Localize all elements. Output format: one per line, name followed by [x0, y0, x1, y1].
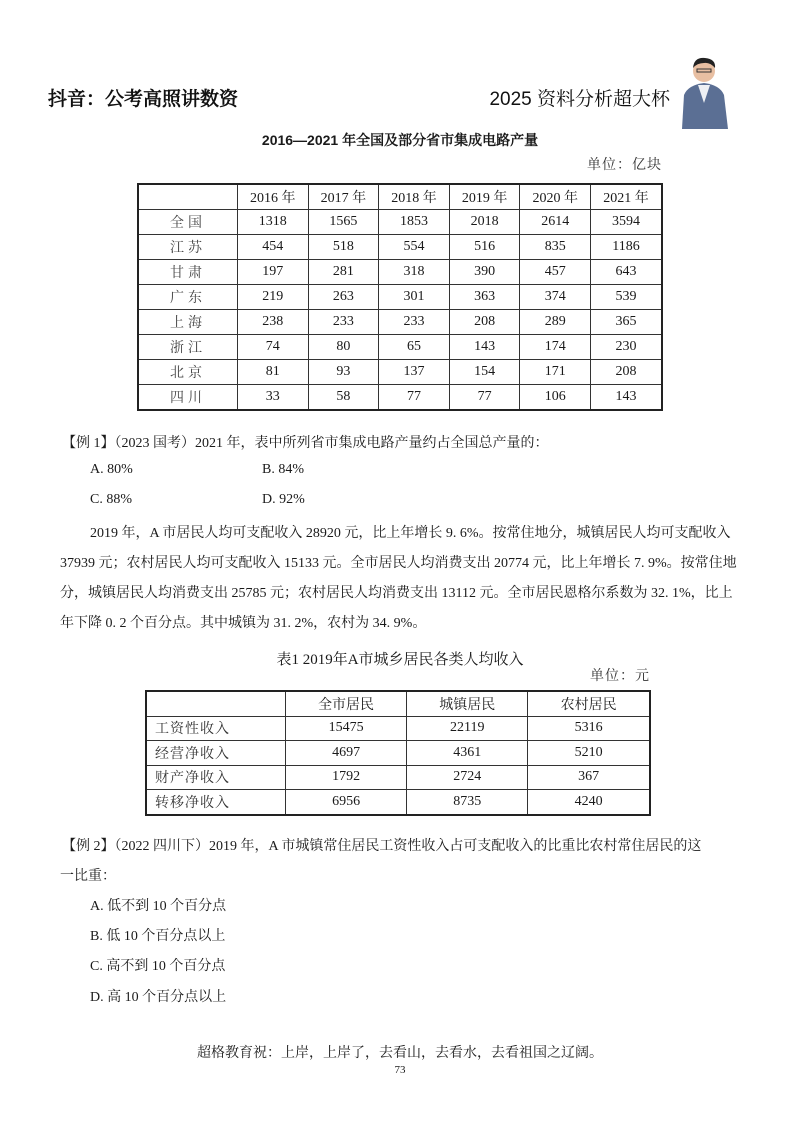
- table-cell: 289: [520, 310, 591, 335]
- table-cell: 233: [379, 310, 450, 335]
- table-cell: 390: [449, 260, 520, 285]
- production-table: [137, 183, 663, 411]
- table-cell: 77: [379, 385, 450, 411]
- example1-question: 【例 1】（2023 国考）2021 年，表中所列省市集成电路产量约占全国总产量的：: [62, 436, 549, 451]
- table-cell: 81: [238, 360, 309, 385]
- table-cell: 516: [449, 235, 520, 260]
- column-header: [146, 691, 286, 716]
- table-row: [146, 716, 650, 741]
- table-row: [146, 790, 650, 815]
- table-row: [138, 385, 662, 411]
- table-cell: 367: [528, 765, 650, 790]
- table-cell: 3594: [591, 210, 662, 235]
- table-cell: 4240: [528, 790, 650, 815]
- header-left-text: 抖音：公考高照讲数资: [48, 89, 239, 110]
- example2-question-line1: 【例 2】（2022 四川下）2019 年，A 市城镇常住居民工资性收入占可支配收入的比重比农村常住居民的这: [62, 839, 702, 854]
- column-header: 2018 年: [379, 184, 450, 210]
- table-cell: 1318: [238, 210, 309, 235]
- column-header: 2019 年: [449, 184, 520, 210]
- table-cell: 197: [238, 260, 309, 285]
- table-row: [146, 741, 650, 766]
- table-cell: 143: [449, 335, 520, 360]
- column-header: 2020 年: [520, 184, 591, 210]
- row-label: 甘肃: [138, 260, 238, 285]
- table-cell: 143: [591, 385, 662, 411]
- row-label: 工资性收入: [146, 716, 286, 741]
- table-cell: 363: [449, 285, 520, 310]
- table-cell: 80: [308, 335, 379, 360]
- column-header: [138, 184, 238, 210]
- table-cell: 4697: [286, 741, 407, 766]
- table-cell: 5316: [528, 716, 650, 741]
- example1-option-d: D. 92%: [262, 492, 305, 507]
- row-label: 上海: [138, 310, 238, 335]
- table-cell: 106: [520, 385, 591, 411]
- example2-question-line2: 一比重：: [60, 869, 116, 884]
- table-cell: 219: [238, 285, 309, 310]
- table-row: [138, 335, 662, 360]
- column-header: 全市居民: [286, 691, 407, 716]
- row-label: 江苏: [138, 235, 238, 260]
- table-row: [138, 210, 662, 235]
- table-cell: 154: [449, 360, 520, 385]
- table-cell: 174: [520, 335, 591, 360]
- row-label: 北京: [138, 360, 238, 385]
- table-cell: 457: [520, 260, 591, 285]
- column-header: 2017 年: [308, 184, 379, 210]
- column-header: 城镇居民: [407, 691, 528, 716]
- table-cell: 58: [308, 385, 379, 411]
- table-row: [138, 310, 662, 335]
- table2-title: 表1 2019年A市城乡居民各类人均收入: [276, 652, 524, 668]
- table-cell: 65: [379, 335, 450, 360]
- table-cell: 539: [591, 285, 662, 310]
- example2-option-a: A. 低不到 10 个百分点: [90, 899, 227, 914]
- table-cell: 2614: [520, 210, 591, 235]
- table-cell: 1792: [286, 765, 407, 790]
- table-cell: 22119: [407, 716, 528, 741]
- table-cell: 365: [591, 310, 662, 335]
- table-cell: 318: [379, 260, 450, 285]
- table-cell: 208: [449, 310, 520, 335]
- row-label: 四川: [138, 385, 238, 411]
- table-row: [138, 235, 662, 260]
- table-cell: 208: [591, 360, 662, 385]
- table-cell: 301: [379, 285, 450, 310]
- row-label: 全国: [138, 210, 238, 235]
- table1-title: 2016—2021 年全国及部分省市集成电路产量: [261, 132, 539, 148]
- table-row: [138, 360, 662, 385]
- column-header: 2016 年: [238, 184, 309, 210]
- footer-slogan: 超格教育祝：上岸，上岸了，去看山，去看水，去看祖国之辽阔。: [197, 1046, 603, 1061]
- table-row: [146, 765, 650, 790]
- paragraph-line-3: 分，城镇居民人均消费支出 25785 元；农村居民人均消费支出 13112 元。全市居民恩格尔系数为 32. 1%，比上: [60, 586, 733, 601]
- table-cell: 454: [238, 235, 309, 260]
- table2-unit: 单位：元: [590, 669, 650, 684]
- table-cell: 5210: [528, 741, 650, 766]
- table-cell: 4361: [407, 741, 528, 766]
- example1-option-c: C. 88%: [90, 492, 132, 507]
- table-cell: 835: [520, 235, 591, 260]
- paragraph-line-4: 年下降 0. 2 个百分点。其中城镇为 31. 2%，农村为 34. 9%。: [60, 616, 427, 631]
- row-label: 经营净收入: [146, 741, 286, 766]
- table-cell: 374: [520, 285, 591, 310]
- table-row: [138, 260, 662, 285]
- example1-option-b: B. 84%: [262, 462, 304, 477]
- column-header: 2021 年: [591, 184, 662, 210]
- table-cell: 518: [308, 235, 379, 260]
- table-cell: 230: [591, 335, 662, 360]
- table-cell: 2724: [407, 765, 528, 790]
- table-cell: 77: [449, 385, 520, 411]
- table-cell: 281: [308, 260, 379, 285]
- table-header-row: [146, 691, 650, 716]
- table-cell: 74: [238, 335, 309, 360]
- table-cell: 1565: [308, 210, 379, 235]
- table-cell: 1186: [591, 235, 662, 260]
- row-label: 广东: [138, 285, 238, 310]
- header-right-text: 2025 资料分析超大杯: [489, 89, 670, 110]
- table-cell: 33: [238, 385, 309, 411]
- column-header: 农村居民: [528, 691, 650, 716]
- table1-unit: 单位：亿块: [587, 158, 662, 173]
- example2-option-d: D. 高 10 个百分点以上: [90, 990, 227, 1005]
- table-cell: 1853: [379, 210, 450, 235]
- income-table: [145, 690, 651, 816]
- table-cell: 238: [238, 310, 309, 335]
- table-cell: 8735: [407, 790, 528, 815]
- example1-option-a: A. 80%: [90, 462, 133, 477]
- table-cell: 137: [379, 360, 450, 385]
- table-cell: 15475: [286, 716, 407, 741]
- table-cell: 554: [379, 235, 450, 260]
- table-cell: 233: [308, 310, 379, 335]
- row-label: 转移净收入: [146, 790, 286, 815]
- example2-option-b: B. 低 10 个百分点以上: [90, 929, 226, 944]
- table-header-row: [138, 184, 662, 210]
- table-row: [138, 285, 662, 310]
- table-cell: 93: [308, 360, 379, 385]
- page-number: 73: [394, 1064, 406, 1076]
- table-cell: 6956: [286, 790, 407, 815]
- row-label: 浙江: [138, 335, 238, 360]
- presenter-photo: [674, 53, 734, 129]
- paragraph-line-2: 37939 元；农村居民人均可支配收入 15133 元。全市居民人均消费支出 20774 元，比上年增长 7. 9%。按常住地: [60, 556, 737, 571]
- row-label: 财产净收入: [146, 765, 286, 790]
- table-cell: 2018: [449, 210, 520, 235]
- paragraph-line-1: 2019 年，A 市居民人均可支配收入 28920 元，比上年增长 9. 6%。按常住地分，城镇居民人均可支配收入: [90, 526, 731, 541]
- table-cell: 263: [308, 285, 379, 310]
- table-cell: 171: [520, 360, 591, 385]
- example2-option-c: C. 高不到 10 个百分点: [90, 959, 226, 974]
- table-cell: 643: [591, 260, 662, 285]
